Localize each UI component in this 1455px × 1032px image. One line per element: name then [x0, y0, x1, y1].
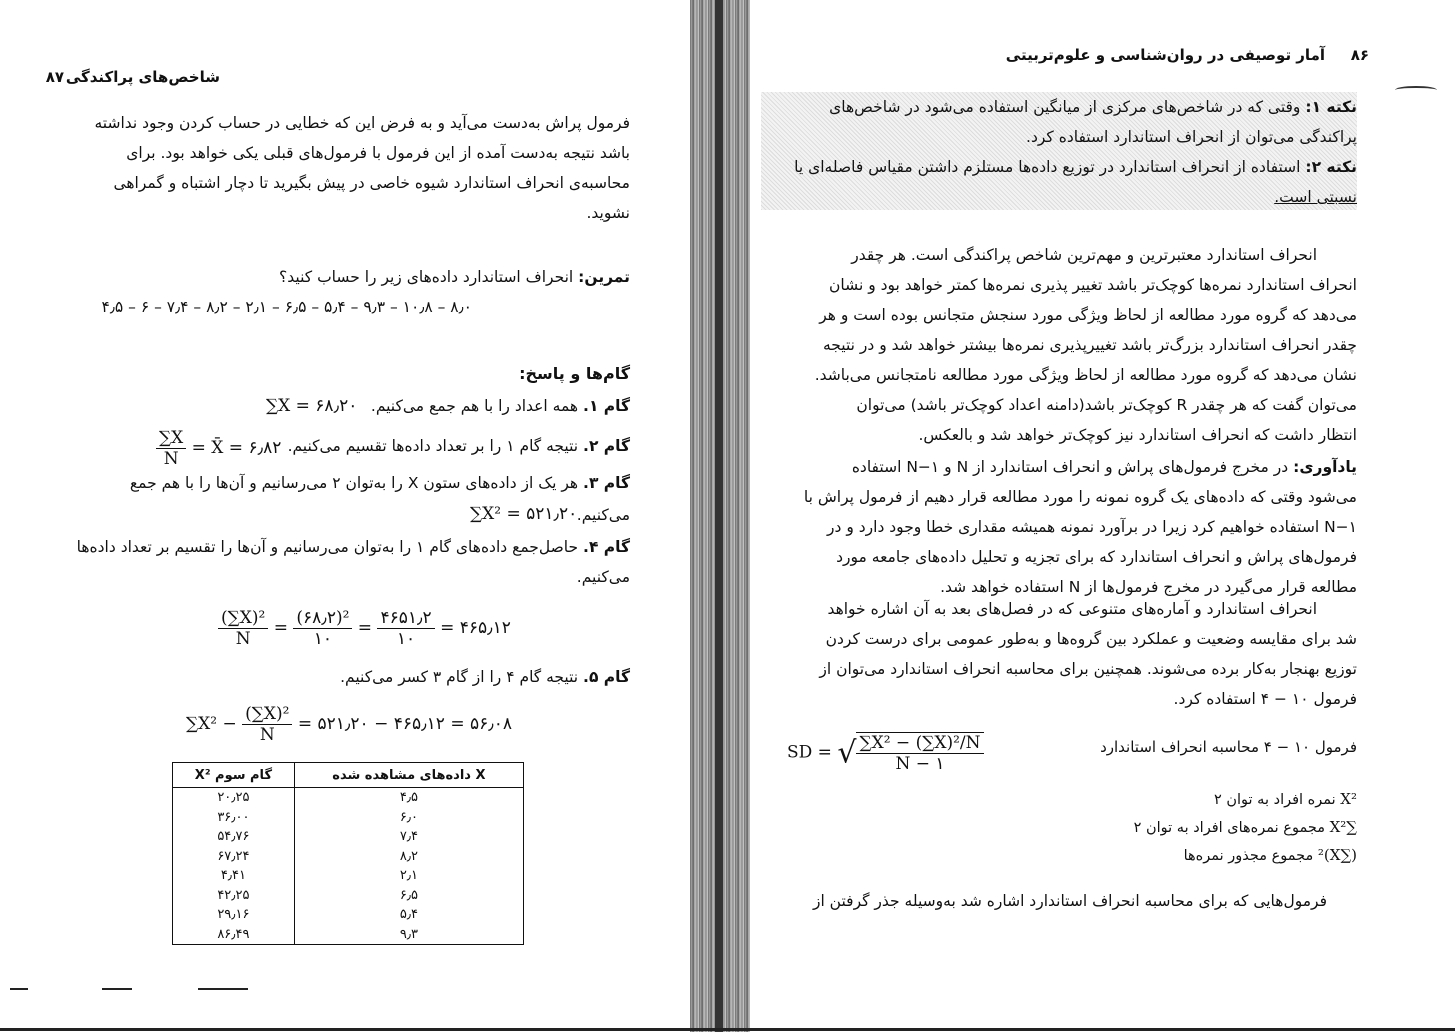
step-3: [130, 474, 630, 492]
divider: [102, 988, 132, 990]
legend-item: (∑X)² مجموع مجذور نمره‌ها: [1183, 846, 1357, 864]
exercise: [279, 268, 630, 286]
step-label: گام ۵.: [583, 668, 630, 686]
bottom-edge: [0, 1028, 1455, 1031]
step-label: گام ۲.: [583, 437, 630, 455]
divider: [198, 988, 248, 990]
table-header: گام سوم X²: [173, 763, 295, 788]
text-line: انحراف استاندارد و آماره‌های متنوعی که در فصل‌های بعد به آن اشاره خواهد: [827, 600, 1317, 618]
fraction: $\frac{۴۶۵۱٫۲}{۱۰}$: [377, 608, 434, 649]
text-line: می‌توان گفت که هر چقدر R کوچک‌تر باشد(دامنه اعداد کوچک‌تر باشد) می‌توان: [856, 396, 1357, 414]
text-line: باشد نتیجه به‌دست آمده از این فرمول با فرمول‌های قبلی یکی خواهد بود. برای: [126, 144, 630, 162]
right-page: [745, 0, 1455, 1032]
formula-lead: ∑X² −: [186, 714, 237, 734]
text-line: محاسبه‌ی انحراف استاندارد شیوه خاصی در پیش بگیرید تا دچار اشتباه و گمراهی: [113, 174, 630, 192]
formula-caption: فرمول ۱۰ − ۴ محاسبه انحراف استاندارد: [1100, 738, 1357, 756]
legend-item: ∑X² مجموع نمره‌های افراد به توان ۲: [1133, 818, 1357, 836]
step-2-formula: [156, 428, 281, 469]
note-2: نکته ۲: استفاده از انحراف استاندارد در توزیع داده‌ها مستلزم داشتن مقیاس فاصله‌ای یا: [794, 158, 1357, 176]
step-5-formula: [186, 704, 512, 745]
exercise-label: تمرین:: [578, 268, 630, 286]
corner-mark: [1395, 86, 1437, 94]
step-2: [288, 437, 630, 455]
steps-title: گام‌ها و پاسخ:: [519, 364, 630, 383]
step-4-cont: می‌کنیم.: [576, 568, 630, 586]
fraction: $\frac{\text{∑X² − (∑X)²/N}}{N - ۱}$: [856, 732, 983, 774]
text-line: شد برای مقایسه وضعیت و عملکرد بین گروه‌ها و به‌طور عمومی برای درست کردن: [825, 630, 1357, 648]
intro-paragraph: [48, 108, 630, 228]
running-header: شاخص‌های پراکندگی: [65, 68, 220, 86]
step-4-result: = ۴۶۵٫۱۲: [440, 618, 511, 638]
exercise-text: انحراف استاندارد داده‌های زیر را حساب کنید؟: [279, 268, 574, 286]
text-line: می‌شود وقتی که داده‌های یک گروه نمونه را مورد مطالعه قرار دهیم از فرمول پراش با: [803, 488, 1357, 506]
step-1-formula: ∑X = ۶۸٫۲۰: [266, 396, 358, 416]
step-4-formula: $\frac{\text{(∑X)²}}{N}$ = $\frac{\text{(۶۸٫۲)²}}{۱۰}$ = $\frac{۴۶۵۱٫۲}{۱۰}$ = ۴۶۵٫۱۲: [218, 608, 511, 649]
formula-rest: = ۵۲۱٫۲۰ − ۴۶۵٫۱۲ = ۵۶٫۰۸: [297, 714, 513, 734]
formula-lhs: SD =: [787, 742, 832, 763]
fraction: $\frac{\text{(∑X)²}}{N}$: [218, 608, 268, 649]
table-row: ۵٫۴ ۲۹٫۱۶: [173, 905, 524, 925]
table-row: ۶٫۵ ۴۲٫۲۵: [173, 886, 524, 906]
note-1-cont: پراکندگی می‌توان از انحراف استاندارد استفاده کرد.: [1026, 128, 1357, 146]
step-text: نتیجه گام ۱ را بر تعداد داده‌ها تقسیم می‌کنیم.: [287, 437, 579, 455]
note-2-cont: نسبتی است.: [1274, 188, 1357, 206]
step-1: [371, 397, 630, 415]
text-line: یادآوری: در مخرج فرمول‌های پراش و انحراف استاندارد از N و N−۱ استفاده: [851, 458, 1357, 476]
step-2-result: = X̄ = ۶٫۸۲: [191, 438, 282, 458]
text-line: فرمول ۱۰ − ۴ استفاده کرد.: [1173, 690, 1357, 708]
text-line: N−۱ استفاده خواهیم کرد زیرا در برآورد نمونه همیشه مقداری خطا وجود دارد و در: [827, 518, 1357, 536]
text-line: توزیع بهنجار به‌کار برده می‌شوند. همچنین برای محاسبه انحراف استاندارد می‌توان از: [819, 660, 1357, 678]
fraction: $\frac{\text{(۶۸٫۲)²}}{۱۰}$: [293, 608, 352, 649]
table-row: ۴٫۵ ۲۰٫۲۵: [173, 788, 524, 808]
text-line: انتظار داشت که انحراف استاندارد نیز کوچک‌تر خواهد شد و بالعکس.: [918, 426, 1357, 444]
step-3-cont: می‌کنیم.: [576, 506, 630, 524]
page-number: ۸۶: [1350, 46, 1369, 64]
step-4: [77, 538, 630, 556]
step-text: هر یک از داده‌های ستون X را به‌توان ۲ می‌رسانیم و آن‌ها را با هم جمع: [129, 474, 579, 492]
table-row: ۷٫۴ ۵۴٫۷۶: [173, 827, 524, 847]
closing-line: فرمول‌هایی که برای محاسبه انحراف استاندارد اشاره شد به‌وسیله جذر گرفتن از: [812, 892, 1327, 910]
text-line: انحراف استاندارد نمره‌ها کوچک‌تر باشد تغییر پذیری نمره‌ها کمتر خواهد بود و نشان: [829, 276, 1357, 294]
main-paragraph: [761, 240, 1357, 450]
table-row: ۹٫۳ ۸۶٫۴۹: [173, 925, 524, 945]
step-text: حاصل‌جمع داده‌های گام ۱ را به‌توان می‌رسانیم و آن‌ها را تقسیم بر تعداد داده‌ها: [76, 538, 579, 556]
sd-formula: SD = √ $\frac{\text{∑X² − (∑X)²/N}}{N - ۱}$: [787, 732, 984, 774]
step-3-formula: ∑X² = ۵۲۱٫۲۰: [470, 504, 578, 524]
note-1: نکته ۱: وقتی که در شاخص‌های مرکزی از میانگین استفاده می‌شود در شاخص‌های: [829, 98, 1357, 116]
page-number: ۸۷: [45, 68, 64, 86]
table-row: ۸٫۲ ۶۷٫۲۴: [173, 847, 524, 867]
left-page: [0, 0, 700, 1032]
step-text: نتیجه گام ۴ را از گام ۳ کسر می‌کنیم.: [340, 668, 579, 686]
text-line: نشوید.: [586, 204, 630, 222]
table-header: X داده‌های مشاهده شده: [294, 763, 523, 788]
exercise-data: ۴٫۵ – ۶ – ۷٫۴ – ۸٫۲ – ۲٫۱ – ۶٫۵ – ۵٫۴ – ۹٫۳ – ۱۰٫۸ – ۸٫۰: [101, 298, 472, 316]
sd-paragraph: [761, 594, 1357, 714]
fraction: $\frac{\text{(∑X)²}}{N}$: [242, 704, 292, 745]
text-line: فرمول‌های پراش و انحراف استاندارد که برای تجزیه و تحلیل داده‌های جامعه مورد: [836, 548, 1357, 566]
table-row: ۶٫۰ ۳۶٫۰۰: [173, 808, 524, 828]
text-line: فرمول پراش به‌دست می‌آید و به فرض این که خطایی در حساب کردن وجود نداشته: [94, 114, 630, 132]
table-row: ۲٫۱ ۴٫۴۱: [173, 866, 524, 886]
divider: [10, 988, 28, 990]
legend-item: X² نمره افراد به توان ۲: [1213, 790, 1357, 808]
running-header: آمار توصیفی در روان‌شناسی و علوم‌تربیتی: [1005, 46, 1325, 64]
reminder-paragraph: [761, 452, 1357, 602]
notes: [761, 92, 1357, 212]
text-line: انحراف استاندارد معتبرترین و مهم‌ترین شاخص پراکندگی است. هر چقدر: [851, 246, 1317, 264]
step-label: گام ۳.: [583, 474, 630, 492]
step-label: گام ۴.: [583, 538, 630, 556]
step-label: گام ۱.: [583, 397, 630, 415]
text-line: چقدر انحراف استاندارد بزرگ‌تر باشد تغییرپذیری نمره‌ها بیشتر خواهد شد و در نتیجه: [822, 336, 1357, 354]
text-line: مطالعه قرار می‌گیرد در مخرج فرمول‌ها از N استفاده خواهد شد.: [940, 578, 1357, 596]
fraction: $\frac{\sum X}{N}$: [156, 428, 186, 469]
step-text: همه اعداد را با هم جمع می‌کنیم.: [370, 397, 579, 415]
step-5: [340, 668, 630, 686]
data-table: [172, 762, 524, 945]
text-line: می‌دهد که گروه مورد مطالعه از لحاظ ویژگی مورد سنجش متجانس بوده است و هر: [819, 306, 1357, 324]
text-line: نشان می‌دهد که گروه مورد مطالعه از لحاظ ویژگی مورد مطالعه نامتجانس می‌باشد.: [814, 366, 1357, 384]
